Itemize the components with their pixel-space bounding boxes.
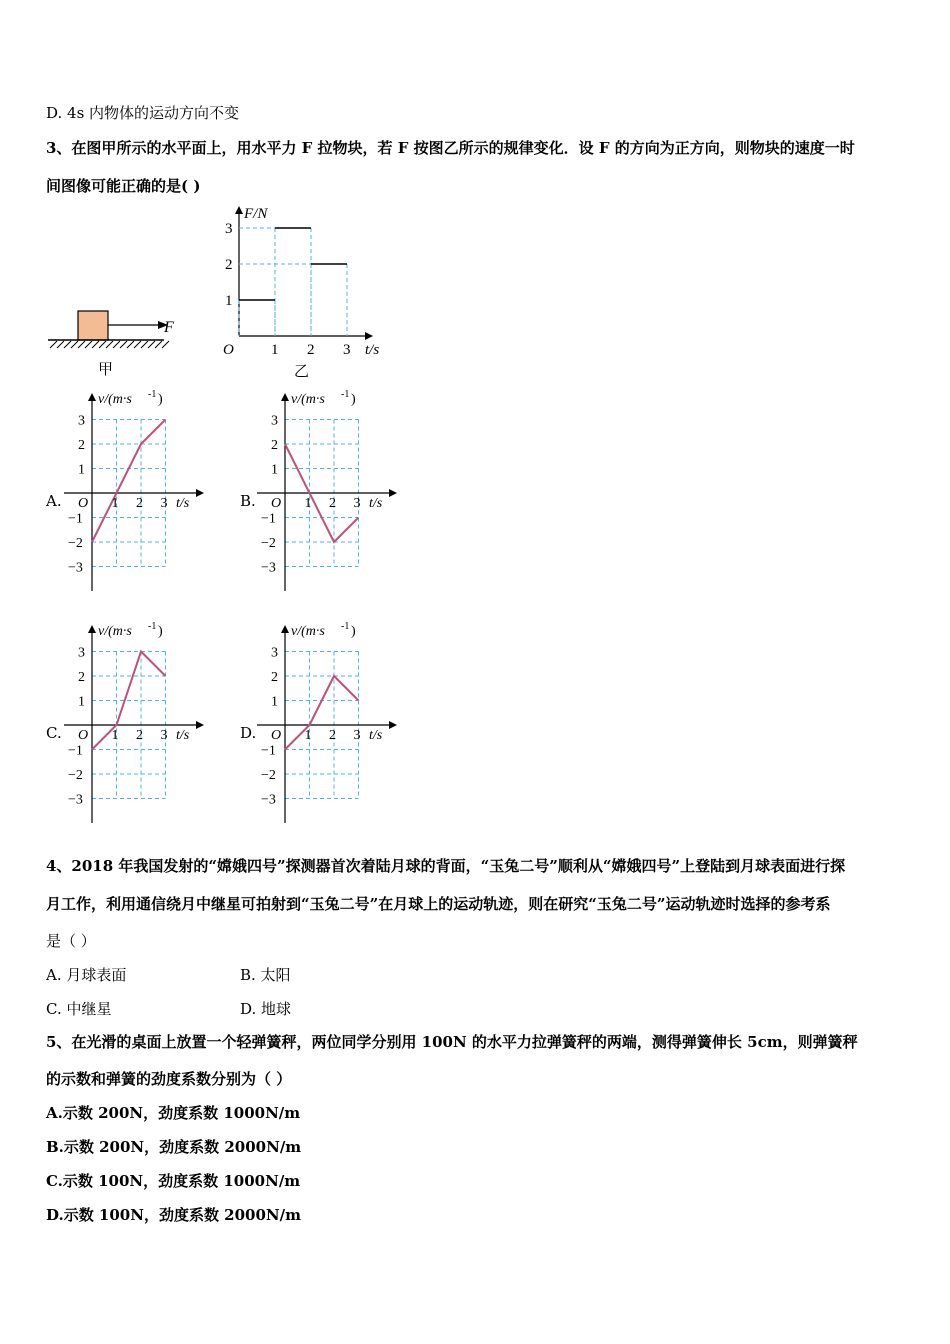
q4-option-c: C. 中继星 [46, 1000, 112, 1018]
y-axis-label-exponent: -1 [148, 621, 157, 632]
y-tick-label: −2 [261, 536, 276, 551]
x-axis-arrowhead [389, 721, 397, 729]
y-tick-label: 2 [271, 670, 278, 685]
y-tick-label: 3 [271, 413, 278, 429]
x-tick-label: 1 [111, 728, 119, 743]
figure-yi [215, 200, 385, 380]
x-axis-arrowhead [196, 721, 204, 729]
option-c-label: C. [46, 724, 62, 742]
y-axis-label-exponent: -1 [341, 389, 350, 400]
y-tick-label: 1 [271, 462, 278, 478]
x-axis-arrowhead [365, 332, 373, 340]
hatch-mark [127, 341, 134, 348]
y-tick-label: 1 [225, 293, 233, 309]
hatch-mark [141, 341, 148, 348]
q5-stem-line2: 的示数和弹簧的劲度系数分别为（ ） [46, 1070, 292, 1088]
y-tick-label: 1 [271, 694, 278, 710]
x-tick-label: 2 [307, 342, 315, 358]
y-axis-label-close: ) [158, 624, 163, 639]
caption-jia: 甲 [98, 362, 114, 378]
x-axis-label: t/s [176, 496, 190, 511]
x-axis-label: t/s [369, 496, 383, 511]
option-b-label: B. [240, 492, 256, 510]
vt-graph-a [60, 385, 220, 595]
y-axis-arrowhead [88, 625, 96, 633]
hatch-mark [92, 341, 99, 348]
x-tick-label: 3 [353, 728, 361, 743]
figure-jia [40, 300, 190, 380]
hatch-mark [99, 341, 106, 348]
q3-stem-line1: 3、在图甲所示的水平面上，用水平力 F 拉物块，若 F 按图乙所示的规律变化．设 F 的方向为正方向，则物块的速度一时 [46, 139, 855, 157]
hatch-mark [85, 341, 92, 348]
y-axis-label: F/N [244, 206, 268, 222]
x-tick-label: 2 [136, 728, 143, 743]
x-tick-label: 2 [136, 496, 143, 511]
ground-hatch [50, 341, 169, 348]
y-axis-label: v/(m·s [98, 624, 132, 639]
x-axis-arrowhead [196, 489, 204, 497]
vt-graph-b [253, 385, 413, 595]
hatch-mark [155, 341, 162, 348]
block [78, 311, 108, 340]
q3-stem-line2: 间图像可能正确的是( ) [46, 177, 201, 195]
vt-graph-d [253, 617, 413, 827]
hatch-mark [57, 341, 64, 348]
y-axis-label: v/(m·s [291, 392, 325, 407]
hatch-mark [113, 341, 120, 348]
origin-label: O [271, 728, 282, 743]
y-axis-arrowhead [281, 625, 289, 633]
hatch-mark [120, 341, 127, 348]
x-axis-label: t/s [176, 728, 190, 743]
origin-label: O [223, 342, 234, 358]
x-tick-label: 3 [160, 496, 168, 511]
option-a-label: A. [46, 492, 62, 510]
y-tick-label: 1 [78, 694, 85, 710]
q4-stem-line1: 4、2018 年我国发射的“嫦娥四号”探测器首次着陆月球的背面，“玉兔二号”顺利从“嫦娥四号”上登陆到月球表面进行探 [46, 857, 846, 875]
q5-option-a: A.示数 200N，劲度系数 1000N/m [46, 1104, 301, 1122]
y-tick-label: −3 [261, 792, 276, 808]
y-tick-label: 3 [78, 645, 85, 661]
origin-label: O [271, 496, 282, 511]
y-axis-label-exponent: -1 [148, 389, 157, 400]
y-axis-label-close: ) [351, 392, 356, 407]
x-tick-label: 2 [329, 496, 336, 511]
y-tick-label: 2 [78, 438, 85, 453]
y-tick-label: 2 [225, 257, 233, 273]
y-tick-label: 2 [271, 438, 278, 453]
y-tick-label: −1 [68, 511, 83, 527]
hatch-mark [50, 341, 57, 348]
y-tick-label: 2 [78, 670, 85, 685]
q4-option-d: D. 地球 [240, 1000, 292, 1018]
q5-option-c: C.示数 100N，劲度系数 1000N/m [46, 1172, 301, 1190]
y-axis-label-close: ) [351, 624, 356, 639]
x-tick-label: 1 [304, 496, 312, 511]
y-tick-label: −2 [68, 768, 83, 783]
hatch-mark [106, 341, 113, 348]
q4-option-b: B. 太阳 [240, 966, 291, 984]
x-axis-arrowhead [389, 489, 397, 497]
hatch-mark [78, 341, 85, 348]
caption-yi: 乙 [294, 364, 310, 380]
hatch-mark [71, 341, 78, 348]
hatch-mark [64, 341, 71, 348]
prev-option-d: D. 4s 内物体的运动方向不变 [46, 104, 240, 122]
y-axis-arrowhead [235, 206, 243, 214]
y-tick-label: 1 [78, 462, 85, 478]
x-axis-label: t/s [369, 728, 383, 743]
y-axis-label: v/(m·s [98, 392, 132, 407]
x-tick-label: 3 [353, 496, 361, 511]
y-tick-label: −3 [68, 560, 83, 576]
y-tick-label: −1 [68, 743, 83, 759]
y-axis-label-close: ) [158, 392, 163, 407]
y-tick-label: 3 [225, 221, 233, 237]
y-tick-label: −3 [68, 792, 83, 808]
x-axis-label: t/s [365, 342, 380, 358]
y-axis-arrowhead [88, 393, 96, 401]
x-tick-label: 1 [304, 728, 312, 743]
y-axis-arrowhead [281, 393, 289, 401]
x-tick-label: 3 [343, 342, 351, 358]
hatch-mark [134, 341, 141, 348]
force-label: F [164, 319, 174, 336]
option-d-label: D. [240, 724, 257, 742]
y-tick-label: −3 [261, 560, 276, 576]
x-tick-label: 1 [111, 496, 119, 511]
q4-stem-line3: 是（ ） [46, 932, 96, 950]
y-tick-label: 3 [78, 413, 85, 429]
velocity-line [92, 420, 166, 543]
y-tick-label: −1 [261, 743, 276, 759]
y-tick-label: −1 [261, 511, 276, 527]
velocity-line [285, 676, 359, 750]
y-tick-label: −2 [261, 768, 276, 783]
x-tick-label: 1 [271, 342, 279, 358]
origin-label: O [78, 496, 89, 511]
q5-option-b: B.示数 200N，劲度系数 2000N/m [46, 1138, 302, 1156]
hatch-mark [148, 341, 155, 348]
q5-option-d: D.示数 100N，劲度系数 2000N/m [46, 1206, 301, 1224]
hatch-mark [162, 341, 169, 348]
q5-stem-line1: 5、在光滑的桌面上放置一个轻弹簧秤，两位同学分别用 100N 的水平力拉弹簧秤的两端，测得弹簧伸长 5cm，则弹簧秤 [46, 1033, 858, 1051]
y-axis-label-exponent: -1 [341, 621, 350, 632]
vt-graph-c [60, 617, 220, 827]
q4-stem-line2: 月工作，利用通信绕月中继星可拍射到“玉兔二号”在月球上的运动轨迹，则在研究“玉兔二号”运动轨迹时选择的参考系 [46, 895, 831, 913]
x-tick-label: 2 [329, 728, 336, 743]
y-axis-label: v/(m·s [291, 624, 325, 639]
origin-label: O [78, 728, 89, 743]
x-tick-label: 3 [160, 728, 168, 743]
y-tick-label: −2 [68, 536, 83, 551]
y-tick-label: 3 [271, 645, 278, 661]
q4-option-a: A. 月球表面 [46, 966, 127, 984]
